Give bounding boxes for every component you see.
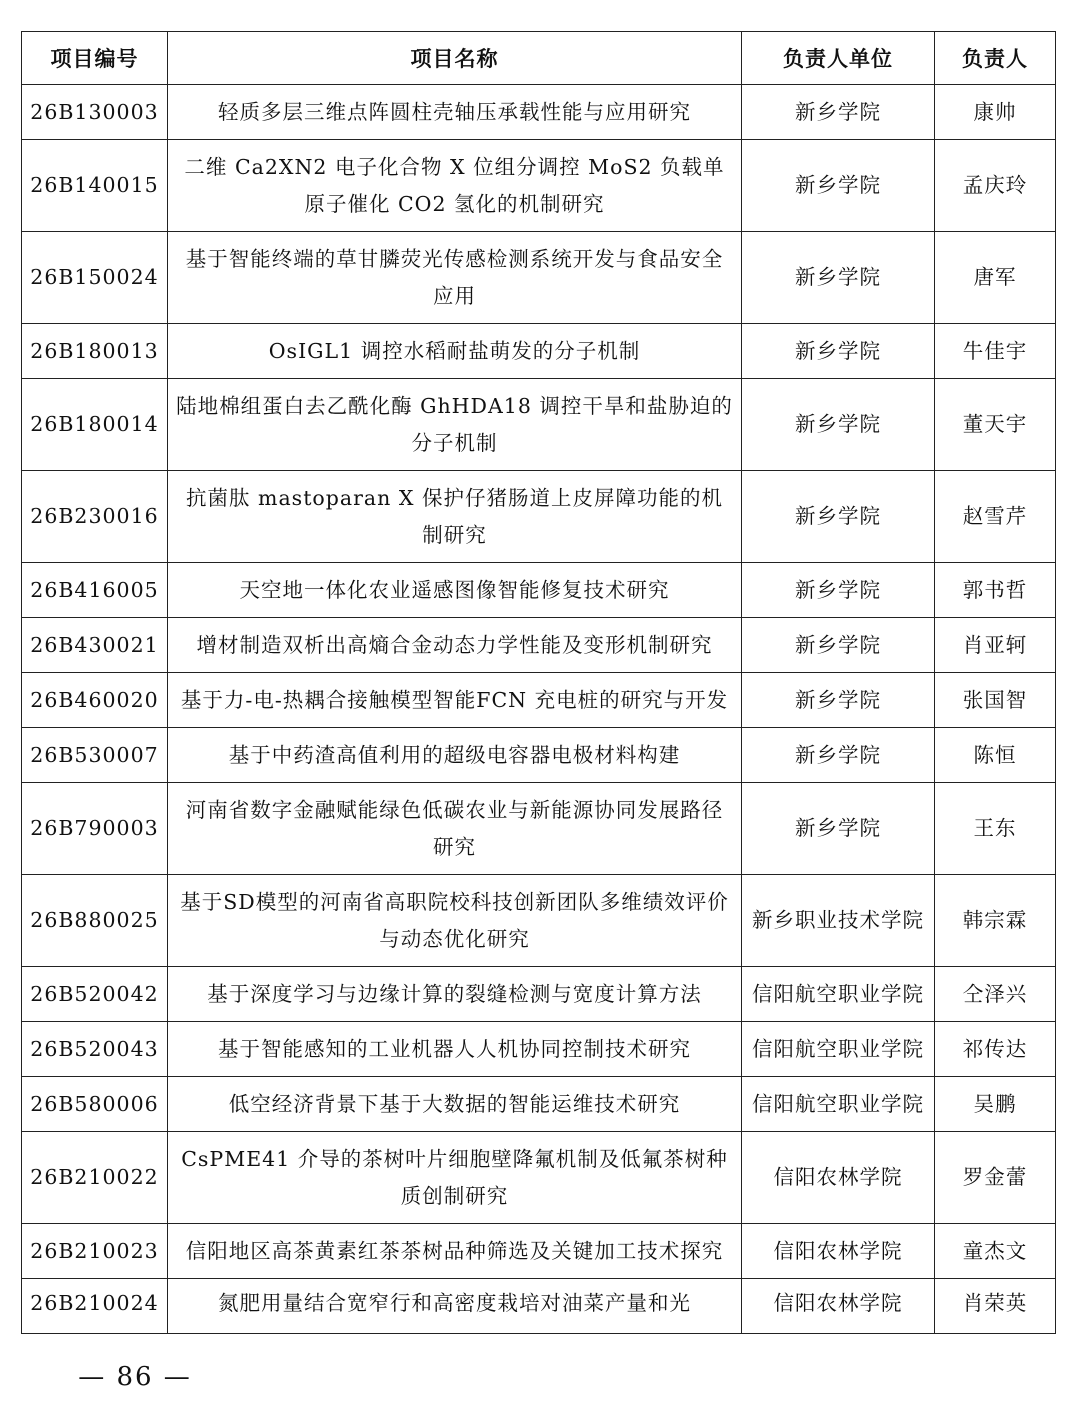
- project-unit: 新乡学院: [742, 563, 935, 618]
- project-title: 基于力-电-热耦合接触模型智能FCN 充电桩的研究与开发: [168, 673, 742, 728]
- project-unit: 新乡职业技术学院: [742, 875, 935, 967]
- project-unit: 信阳农林学院: [742, 1279, 935, 1334]
- project-person: 祁传达: [935, 1022, 1056, 1077]
- project-unit: 信阳航空职业学院: [742, 1022, 935, 1077]
- project-code: 26B180014: [22, 379, 168, 471]
- project-code: 26B180013: [22, 324, 168, 379]
- table-row: [22, 232, 1056, 324]
- project-person: 罗金蕾: [935, 1132, 1056, 1224]
- project-person: 孟庆玲: [935, 140, 1056, 232]
- project-code: 26B130003: [22, 85, 168, 140]
- project-unit: 新乡学院: [742, 471, 935, 563]
- project-code: 26B520042: [22, 967, 168, 1022]
- header-unit: 负责人单位: [742, 32, 935, 85]
- project-title: 轻质多层三维点阵圆柱壳轴压承载性能与应用研究: [168, 85, 742, 140]
- table-row: [22, 324, 1056, 379]
- header-person: 负责人: [935, 32, 1056, 85]
- table-row: [22, 1022, 1056, 1077]
- table-row: [22, 1132, 1056, 1224]
- project-person: 张国智: [935, 673, 1056, 728]
- project-unit: 信阳航空职业学院: [742, 967, 935, 1022]
- project-unit: 新乡学院: [742, 140, 935, 232]
- project-title: 基于智能感知的工业机器人人机协同控制技术研究: [168, 1022, 742, 1077]
- table-row: [22, 728, 1056, 783]
- project-unit: 信阳航空职业学院: [742, 1077, 935, 1132]
- project-title: 抗菌肽 mastoparan X 保护仔猪肠道上皮屏障功能的机制研究: [168, 471, 742, 563]
- table-row: [22, 471, 1056, 563]
- project-person: 康帅: [935, 85, 1056, 140]
- table-header-row: [22, 32, 1056, 85]
- project-person: 肖亚轲: [935, 618, 1056, 673]
- table-row: [22, 783, 1056, 875]
- table-row: [22, 379, 1056, 471]
- table-row: [22, 1279, 1056, 1334]
- project-person: 陈恒: [935, 728, 1056, 783]
- table-row: [22, 85, 1056, 140]
- project-title: 二维 Ca2XN2 电子化合物 X 位组分调控 MoS2 负载单原子催化 CO2 氢化的机制研究: [168, 140, 742, 232]
- project-title: CsPME41 介导的茶树叶片细胞壁降氟机制及低氟茶树种质创制研究: [168, 1132, 742, 1224]
- project-unit: 信阳农林学院: [742, 1224, 935, 1279]
- project-title: OsIGL1 调控水稻耐盐萌发的分子机制: [168, 324, 742, 379]
- page-number: — 86 —: [78, 1362, 192, 1392]
- project-title: 氮肥用量结合宽窄行和高密度栽培对油菜产量和光: [168, 1279, 742, 1334]
- project-person: 肖荣英: [935, 1279, 1056, 1334]
- project-code: 26B210022: [22, 1132, 168, 1224]
- project-code: 26B460020: [22, 673, 168, 728]
- project-person: 王东: [935, 783, 1056, 875]
- project-unit: 新乡学院: [742, 379, 935, 471]
- project-code: 26B530007: [22, 728, 168, 783]
- project-person: 董天宇: [935, 379, 1056, 471]
- table-row: [22, 1224, 1056, 1279]
- project-code: 26B580006: [22, 1077, 168, 1132]
- table-row: [22, 140, 1056, 232]
- project-code: 26B430021: [22, 618, 168, 673]
- project-title: 基于深度学习与边缘计算的裂缝检测与宽度计算方法: [168, 967, 742, 1022]
- table-row: [22, 967, 1056, 1022]
- project-code: 26B150024: [22, 232, 168, 324]
- project-title: 基于智能终端的草甘膦荧光传感检测系统开发与食品安全应用: [168, 232, 742, 324]
- project-table: [21, 31, 1056, 1334]
- project-person: 唐军: [935, 232, 1056, 324]
- header-project-title: 项目名称: [168, 32, 742, 85]
- project-code: 26B140015: [22, 140, 168, 232]
- project-code: 26B230016: [22, 471, 168, 563]
- project-title: 基于中药渣高值利用的超级电容器电极材料构建: [168, 728, 742, 783]
- table-row: [22, 875, 1056, 967]
- project-person: 童杰文: [935, 1224, 1056, 1279]
- project-person: 韩宗霖: [935, 875, 1056, 967]
- project-unit: 新乡学院: [742, 783, 935, 875]
- project-title: 基于SD模型的河南省高职院校科技创新团队多维绩效评价与动态优化研究: [168, 875, 742, 967]
- project-code: 26B520043: [22, 1022, 168, 1077]
- header-project-code: 项目编号: [22, 32, 168, 85]
- project-code: 26B210024: [22, 1279, 168, 1334]
- project-title: 陆地棉组蛋白去乙酰化酶 GhHDA18 调控干旱和盐胁迫的分子机制: [168, 379, 742, 471]
- project-unit: 新乡学院: [742, 673, 935, 728]
- project-person: 赵雪芹: [935, 471, 1056, 563]
- project-unit: 信阳农林学院: [742, 1132, 935, 1224]
- project-title: 河南省数字金融赋能绿色低碳农业与新能源协同发展路径研究: [168, 783, 742, 875]
- project-person: 吴鹏: [935, 1077, 1056, 1132]
- project-title: 低空经济背景下基于大数据的智能运维技术研究: [168, 1077, 742, 1132]
- project-person: 仝泽兴: [935, 967, 1056, 1022]
- project-unit: 新乡学院: [742, 232, 935, 324]
- project-unit: 新乡学院: [742, 324, 935, 379]
- project-unit: 新乡学院: [742, 618, 935, 673]
- project-code: 26B416005: [22, 563, 168, 618]
- project-title: 天空地一体化农业遥感图像智能修复技术研究: [168, 563, 742, 618]
- project-code: 26B210023: [22, 1224, 168, 1279]
- project-code: 26B880025: [22, 875, 168, 967]
- project-unit: 新乡学院: [742, 85, 935, 140]
- project-title: 信阳地区高茶黄素红茶茶树品种筛选及关键加工技术探究: [168, 1224, 742, 1279]
- project-person: 郭书哲: [935, 563, 1056, 618]
- project-title: 增材制造双析出高熵合金动态力学性能及变形机制研究: [168, 618, 742, 673]
- project-unit: 新乡学院: [742, 728, 935, 783]
- project-person: 牛佳宇: [935, 324, 1056, 379]
- table-row: [22, 1077, 1056, 1132]
- table-row: [22, 563, 1056, 618]
- project-code: 26B790003: [22, 783, 168, 875]
- table-row: [22, 618, 1056, 673]
- table-row: [22, 673, 1056, 728]
